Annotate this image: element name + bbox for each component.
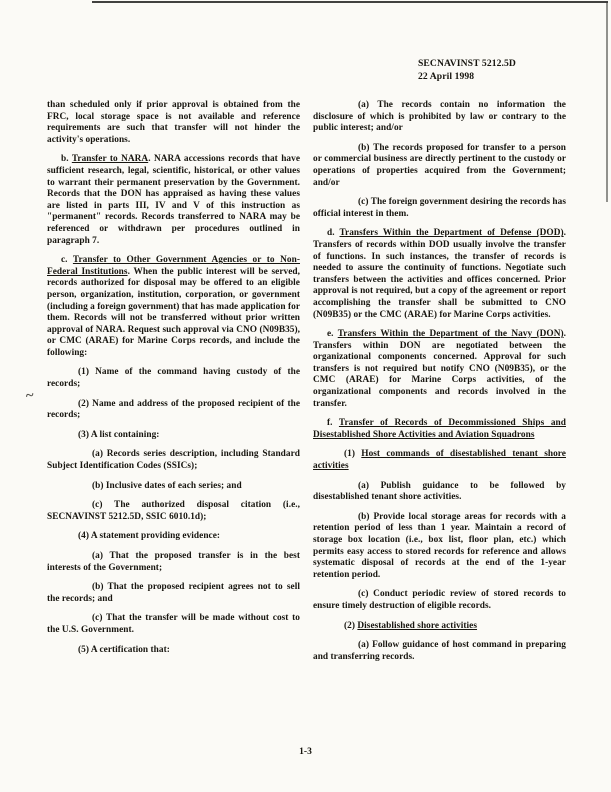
- text-run: (b) That the proposed recipient agrees not to sell the records; and: [47, 582, 300, 604]
- paragraph: [47, 255, 300, 359]
- paragraph: [47, 645, 300, 657]
- scan-edge-artifact-top: [92, 1, 608, 3]
- text-run: (b) Inclusive dates of each series; and: [92, 480, 242, 491]
- paragraph: [313, 143, 566, 189]
- paragraph: [313, 418, 566, 441]
- text-run: . Transfers of records within DOD usually involve the transfer of functions. In such instances, the transfer of records is needed to assure the continuity of functions. Negotiate such transfers between the activities and offices concerned. Prior approval is not required, but a copy of the agreement or report accomplishing the transfer shall be submitted to CNO (N09B35) or the CMC (ARAE) for Marine Corps activities.: [313, 228, 566, 320]
- paragraph: [47, 531, 300, 543]
- right-column: [313, 100, 566, 671]
- text-run: d.: [327, 228, 340, 239]
- paragraph: [47, 449, 300, 472]
- text-run: . Transfers within DON are negotiated between the organizational components concerned. Approval for such transfers is not required but notify CNO (N09B35), or the CMC (ARAE) for Marine Corps activities, of the organizational components and records involved in the transfer.: [313, 329, 566, 409]
- scan-edge-artifact-right: [606, 2, 608, 202]
- paragraph: [313, 449, 566, 472]
- paragraph: [47, 154, 300, 247]
- handwritten-margin-mark: ~: [24, 387, 35, 405]
- paragraph: [313, 512, 566, 582]
- paragraph: [47, 100, 300, 146]
- paragraph: [313, 621, 566, 633]
- text-run: (a) Publish guidance to be followed by disestablished tenant shore activities.: [313, 480, 566, 503]
- text-run: (4) A statement providing evidence:: [78, 531, 221, 542]
- paragraph: [47, 582, 300, 605]
- text-run: (a) The records contain no information the disclosure of which is prohibited by law or contrary to the public interest; and/or: [313, 100, 566, 134]
- text-run: c.: [61, 255, 73, 266]
- text-run: (5) A certification that:: [78, 644, 170, 655]
- text-run: (2): [344, 620, 358, 631]
- text-run: . NARA accessions records that have sufficient research, legal, scientific, historical, or other values to warrant their permanent preservation by the Government. Records that the DON has appraised as having these values are listed in parts III, IV and V of this instruction as "permanent" records. Records transferred to NARA may be referenced or withdrawn per procedures outlined in paragraph 7.: [47, 154, 300, 246]
- paragraph: [313, 481, 566, 504]
- text-run: (c) The authorized disposal citation (i.e., SECNAVINST 5212.5D, SSIC 6010.1d);: [47, 500, 300, 522]
- paragraph: [47, 613, 300, 636]
- paragraph: [313, 197, 566, 220]
- text-run: than scheduled only if prior approval is obtained from the FRC, local storage space is not available and reference requirements are such that transfer will not hinder the activity's operations.: [47, 100, 300, 145]
- text-run: (a) Follow guidance of host command in preparing and transferring records.: [313, 640, 566, 662]
- text-run: (c) Conduct periodic review of stored records to ensure timely destruction of eligible records.: [313, 589, 566, 611]
- text-run: (b) The records proposed for transfer to a person or commercial business are directly pertinent to the custody or operations of properties acquired from the Government; and/or: [313, 142, 566, 188]
- text-run: (1): [344, 449, 362, 460]
- underlined-heading-text: Disestablished shore activities: [357, 620, 478, 631]
- text-run: . When the public interest will be served, records authorized for disposal may be offered to an eligible person, organization, institution, corporation, or government (including a foreign government) that has made application for them. Records will not be transferred without prior written approval of NARA. Request such approval via CNO (N09B35), or CMC (ARAE) for Marine Corps records, and include the following:: [47, 266, 300, 358]
- text-run: (2) Name and address of the proposed recipient of the records;: [47, 398, 300, 421]
- paragraph: [47, 430, 300, 442]
- paragraph: [47, 551, 300, 574]
- left-column: [47, 100, 300, 671]
- text-run: (1) Name of the command having custody of the records;: [47, 367, 300, 390]
- header-instruction-number: SECNAVINST 5212.5D: [418, 58, 516, 69]
- text-run: (c) The foreign government desiring the records has official interest in them.: [313, 197, 566, 219]
- underlined-heading-text: Transfer of Records of Decommissioned Ships and Disestablished Shore Activities and Aviation Squadrons: [313, 418, 566, 440]
- text-run: (a) That the proposed transfer is in the best interests of the Government;: [47, 551, 300, 573]
- paragraph: [313, 640, 566, 663]
- text-run: b.: [61, 154, 72, 165]
- text-run: (3) A list containing:: [78, 429, 160, 440]
- paragraph: [313, 589, 566, 612]
- underlined-heading-text: Transfer to NARA: [71, 154, 149, 165]
- paragraph: [47, 367, 300, 390]
- paragraph: [313, 228, 566, 321]
- paragraph: [313, 100, 566, 135]
- paragraph: [47, 481, 300, 493]
- text-run: f.: [327, 418, 339, 429]
- underlined-heading-text: Host commands of disestablished tenant shore activities: [313, 449, 566, 472]
- paragraph: [47, 399, 300, 422]
- paragraph: [47, 500, 300, 523]
- text-run: (b) Provide local storage areas for records with a retention period of less than 1 year. Maintain a record of storage box location (i.e., box list, floor plan, etc.) which permits easy access to stored records for reference and allows systematic disposal of records at the end of the 1-year retention period.: [313, 511, 566, 580]
- text-run: (c) That the transfer will be made without cost to the U.S. Government.: [47, 613, 300, 635]
- page-number: 1-3: [299, 747, 312, 757]
- underlined-heading-text: Transfers Within the Department of the Navy (DON): [337, 329, 564, 340]
- header-date: 22 April 1998: [418, 70, 475, 82]
- document-body: [47, 100, 566, 671]
- underlined-heading-text: Transfer to Other Government Agencies or to Non-Federal Institutions: [47, 255, 300, 277]
- paragraph: [313, 329, 566, 410]
- text-run: (a) Records series description, including Standard Subject Identification Codes (SSICs);: [47, 449, 300, 472]
- underlined-heading-text: Transfers Within the Department of Defense (DOD): [339, 228, 564, 239]
- document-header: [418, 58, 516, 83]
- text-run: e.: [327, 329, 338, 340]
